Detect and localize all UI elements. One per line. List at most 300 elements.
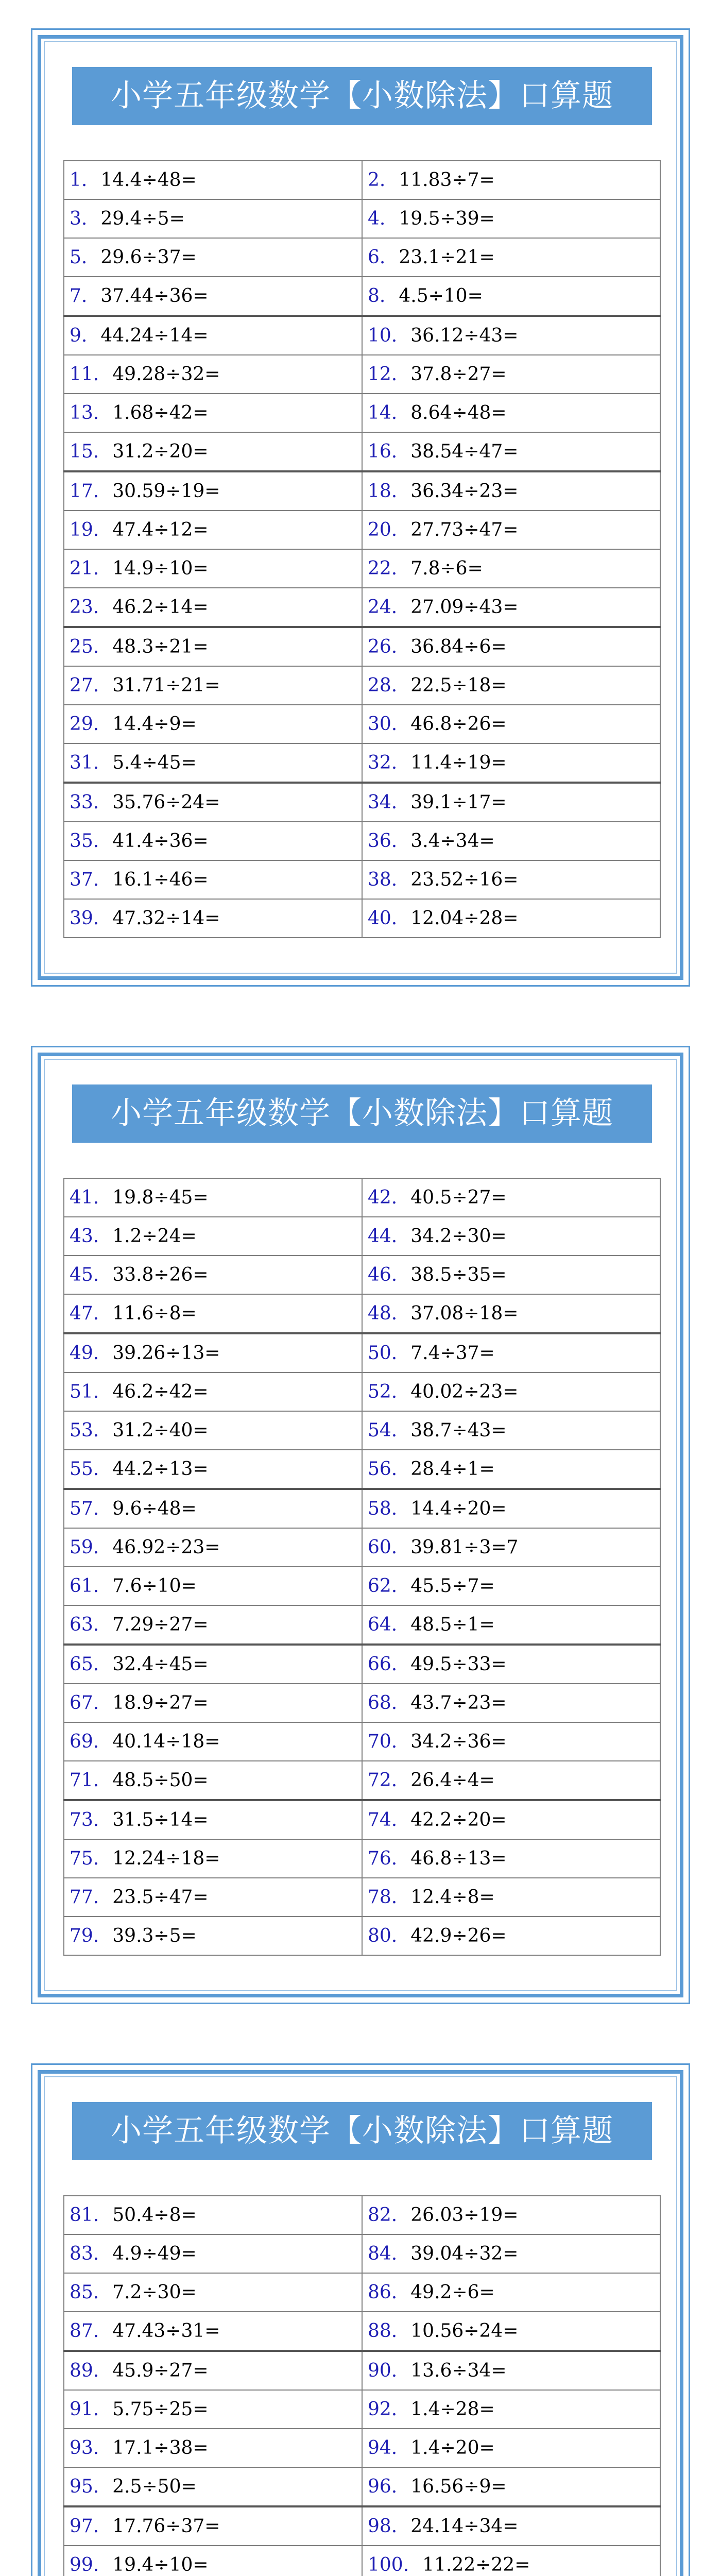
problem-number: 37. bbox=[70, 869, 99, 890]
problem-expression: 39.81÷3=7 bbox=[410, 1537, 519, 1558]
problem-expression: 42.2÷20= bbox=[410, 1809, 507, 1831]
problem-number: 34. bbox=[368, 792, 398, 813]
problem-expression: 4.9÷49= bbox=[112, 2243, 197, 2264]
worksheet-1 bbox=[31, 28, 690, 987]
problem-expression: 39.3÷5= bbox=[112, 1925, 197, 1946]
problem-expression: 11.6÷8= bbox=[112, 1303, 197, 1324]
problem-cell bbox=[362, 238, 660, 277]
problem-cell bbox=[362, 1839, 660, 1878]
table-row bbox=[64, 549, 660, 588]
problem-cell bbox=[64, 1567, 362, 1605]
table-row bbox=[64, 355, 660, 394]
problem-number: 86. bbox=[368, 2282, 398, 2303]
problem-cell bbox=[64, 511, 362, 549]
problem-expression: 12.24÷18= bbox=[112, 1848, 220, 1869]
problem-cell bbox=[362, 1761, 660, 1800]
problem-expression: 12.4÷8= bbox=[410, 1887, 495, 1908]
problem-expression: 8.64÷48= bbox=[410, 402, 507, 423]
table-row bbox=[64, 2312, 660, 2351]
problem-cell bbox=[362, 1256, 660, 1294]
problem-cell bbox=[64, 1645, 362, 1684]
problem-number: 67. bbox=[70, 1692, 99, 1714]
table-row bbox=[64, 2351, 660, 2390]
problem-cell bbox=[362, 1372, 660, 1411]
problem-number: 29. bbox=[70, 714, 99, 735]
problem-number: 71. bbox=[70, 1770, 99, 1791]
table-row bbox=[64, 743, 660, 783]
problem-expression: 40.5÷27= bbox=[410, 1187, 507, 1208]
table-row bbox=[64, 2429, 660, 2467]
problem-cell bbox=[64, 2506, 362, 2546]
problem-number: 39. bbox=[70, 908, 99, 929]
problem-cell bbox=[64, 783, 362, 822]
problem-expression: 44.2÷13= bbox=[112, 1459, 209, 1480]
worksheet-title: 小学五年级数学【小数除法】口算题 bbox=[72, 2102, 652, 2160]
problem-expression: 11.22÷22= bbox=[422, 2554, 530, 2575]
problem-number: 4. bbox=[368, 208, 386, 229]
problem-cell bbox=[64, 2312, 362, 2351]
problem-expression: 5.75÷25= bbox=[112, 2399, 209, 2420]
problem-number: 77. bbox=[70, 1887, 99, 1908]
problem-expression: 41.4÷36= bbox=[112, 831, 209, 852]
problem-expression: 27.09÷43= bbox=[410, 597, 519, 618]
problem-cell bbox=[64, 822, 362, 860]
problem-expression: 29.6÷37= bbox=[100, 247, 197, 268]
problem-cell bbox=[362, 1294, 660, 1333]
problem-number: 78. bbox=[368, 1887, 398, 1908]
problem-expression: 31.71÷21= bbox=[112, 675, 220, 696]
problem-cell bbox=[362, 1567, 660, 1605]
problem-cell bbox=[64, 1684, 362, 1722]
problem-expression: 16.1÷46= bbox=[112, 869, 209, 890]
problem-number: 47. bbox=[70, 1303, 99, 1324]
problem-cell bbox=[64, 1800, 362, 1839]
problem-cell bbox=[64, 2429, 362, 2467]
problem-number: 65. bbox=[70, 1654, 99, 1675]
problem-cell bbox=[362, 2273, 660, 2312]
problem-cell bbox=[362, 316, 660, 355]
problem-expression: 4.5÷10= bbox=[399, 285, 483, 307]
problem-number: 13. bbox=[70, 402, 99, 423]
problem-number: 50. bbox=[368, 1343, 398, 1364]
problem-cell bbox=[64, 1217, 362, 1256]
table-row bbox=[64, 1878, 660, 1917]
problem-cell bbox=[362, 2196, 660, 2234]
problem-expression: 1.68÷42= bbox=[112, 402, 209, 423]
problem-cell bbox=[64, 238, 362, 277]
problem-expression: 37.08÷18= bbox=[410, 1303, 519, 1324]
problem-cell bbox=[64, 471, 362, 511]
problem-number: 58. bbox=[368, 1498, 398, 1519]
table-row bbox=[64, 2467, 660, 2506]
problem-cell bbox=[362, 705, 660, 743]
table-row bbox=[64, 822, 660, 860]
problem-number: 14. bbox=[368, 402, 398, 423]
table-row bbox=[64, 511, 660, 549]
problem-number: 60. bbox=[368, 1537, 398, 1558]
problem-expression: 16.56÷9= bbox=[410, 2476, 507, 2497]
table-row bbox=[64, 1372, 660, 1411]
problem-expression: 48.5÷1= bbox=[410, 1614, 495, 1635]
table-row bbox=[64, 1917, 660, 1955]
problem-expression: 29.4÷5= bbox=[100, 208, 185, 229]
problem-cell bbox=[64, 1839, 362, 1878]
problem-expression: 48.3÷21= bbox=[112, 636, 209, 657]
table-row bbox=[64, 1333, 660, 1372]
problem-expression: 9.6÷48= bbox=[112, 1498, 197, 1519]
problem-expression: 14.4÷48= bbox=[100, 170, 197, 191]
problem-cell bbox=[362, 355, 660, 394]
table-row bbox=[64, 783, 660, 822]
problem-cell bbox=[64, 549, 362, 588]
problem-cell bbox=[362, 1645, 660, 1684]
problem-number: 90. bbox=[368, 2360, 398, 2381]
problem-expression: 10.56÷24= bbox=[410, 2320, 519, 2342]
problem-expression: 49.2÷6= bbox=[410, 2282, 495, 2303]
problem-expression: 46.8÷13= bbox=[410, 1848, 507, 1869]
problem-number: 40. bbox=[368, 908, 398, 929]
problem-cell bbox=[362, 1178, 660, 1217]
problem-cell bbox=[64, 1528, 362, 1567]
problem-number: 59. bbox=[70, 1537, 99, 1558]
table-row bbox=[64, 471, 660, 511]
problem-number: 33. bbox=[70, 792, 99, 813]
worksheet-3 bbox=[31, 2063, 690, 2576]
problem-cell bbox=[64, 2467, 362, 2506]
table-row bbox=[64, 1217, 660, 1256]
table-row bbox=[64, 705, 660, 743]
problem-expression: 35.76÷24= bbox=[112, 792, 220, 813]
problem-number: 36. bbox=[368, 831, 398, 852]
problem-number: 25. bbox=[70, 636, 99, 657]
problem-expression: 36.34÷23= bbox=[410, 481, 519, 502]
problem-number: 5. bbox=[70, 247, 88, 268]
problem-cell bbox=[362, 2506, 660, 2546]
problem-number: 55. bbox=[70, 1459, 99, 1480]
problem-number: 38. bbox=[368, 869, 398, 890]
problem-cell bbox=[362, 432, 660, 471]
problem-number: 66. bbox=[368, 1654, 398, 1675]
problem-expression: 23.52÷16= bbox=[410, 869, 519, 890]
problem-cell bbox=[64, 705, 362, 743]
problem-cell bbox=[64, 1489, 362, 1528]
problem-expression: 17.1÷38= bbox=[112, 2437, 209, 2459]
problem-number: 57. bbox=[70, 1498, 99, 1519]
problem-number: 31. bbox=[70, 752, 99, 773]
problem-number: 18. bbox=[368, 481, 398, 502]
problem-expression: 1.4÷28= bbox=[410, 2399, 495, 2420]
table-row bbox=[64, 588, 660, 627]
problem-expression: 49.28÷32= bbox=[112, 364, 220, 385]
problem-number: 28. bbox=[368, 675, 398, 696]
problem-number: 7. bbox=[70, 285, 88, 307]
problem-expression: 47.32÷14= bbox=[112, 908, 220, 929]
problem-number: 19. bbox=[70, 519, 99, 540]
problem-expression: 46.2÷14= bbox=[112, 597, 209, 618]
problem-number: 45. bbox=[70, 1264, 99, 1285]
problem-expression: 23.1÷21= bbox=[399, 247, 495, 268]
problem-number: 15. bbox=[70, 441, 99, 462]
table-row bbox=[64, 432, 660, 471]
problem-expression: 47.4÷12= bbox=[112, 519, 209, 540]
problem-expression: 45.9÷27= bbox=[112, 2360, 209, 2381]
problem-expression: 38.54÷47= bbox=[410, 441, 519, 462]
problem-cell bbox=[362, 471, 660, 511]
table-row bbox=[64, 1761, 660, 1800]
problem-number: 80. bbox=[368, 1925, 398, 1946]
problem-number: 88. bbox=[368, 2320, 398, 2342]
problem-number: 48. bbox=[368, 1303, 398, 1324]
problem-cell bbox=[64, 161, 362, 199]
problem-number: 64. bbox=[368, 1614, 398, 1635]
problem-cell bbox=[64, 1372, 362, 1411]
problem-cell bbox=[64, 1256, 362, 1294]
table-row bbox=[64, 1294, 660, 1333]
problem-cell bbox=[362, 1605, 660, 1645]
problem-number: 44. bbox=[368, 1226, 398, 1247]
problem-cell bbox=[64, 199, 362, 238]
worksheet-2 bbox=[31, 1046, 690, 2004]
table-row bbox=[64, 1567, 660, 1605]
problem-number: 94. bbox=[368, 2437, 398, 2459]
problem-expression: 11.83÷7= bbox=[399, 170, 495, 191]
problem-number: 8. bbox=[368, 285, 386, 307]
problem-cell bbox=[362, 2546, 660, 2576]
problem-number: 53. bbox=[70, 1420, 99, 1441]
problem-expression: 17.76÷37= bbox=[112, 2516, 220, 2537]
problem-number: 81. bbox=[70, 2205, 99, 2226]
problem-expression: 39.26÷13= bbox=[112, 1343, 220, 1364]
table-row bbox=[64, 627, 660, 666]
problem-number: 24. bbox=[368, 597, 398, 618]
problem-number: 27. bbox=[70, 675, 99, 696]
problem-number: 99. bbox=[70, 2554, 99, 2575]
problem-expression: 19.8÷45= bbox=[112, 1187, 209, 1208]
problem-expression: 40.14÷18= bbox=[112, 1731, 220, 1752]
problem-expression: 46.8÷26= bbox=[410, 714, 507, 735]
problem-number: 42. bbox=[368, 1187, 398, 1208]
problem-cell bbox=[362, 1450, 660, 1489]
problem-expression: 37.44÷36= bbox=[100, 285, 209, 307]
problem-cell bbox=[362, 743, 660, 783]
problem-cell bbox=[64, 2546, 362, 2576]
problem-cell bbox=[362, 277, 660, 316]
problem-number: 43. bbox=[70, 1226, 99, 1247]
problem-number: 92. bbox=[368, 2399, 398, 2420]
problem-cell bbox=[362, 1878, 660, 1917]
problem-expression: 22.5÷18= bbox=[410, 675, 507, 696]
problem-cell bbox=[64, 316, 362, 355]
problem-cell bbox=[64, 1294, 362, 1333]
problem-expression: 7.4÷37= bbox=[410, 1343, 495, 1364]
problem-number: 89. bbox=[70, 2360, 99, 2381]
table-row bbox=[64, 1256, 660, 1294]
problem-cell bbox=[362, 161, 660, 199]
problem-number: 20. bbox=[368, 519, 398, 540]
problem-cell bbox=[362, 899, 660, 938]
table-row bbox=[64, 2196, 660, 2234]
problem-cell bbox=[64, 627, 362, 666]
table-row bbox=[64, 1489, 660, 1528]
problem-cell bbox=[64, 1878, 362, 1917]
problem-number: 97. bbox=[70, 2516, 99, 2537]
problem-number: 76. bbox=[368, 1848, 398, 1869]
problem-expression: 36.12÷43= bbox=[410, 325, 519, 346]
table-row bbox=[64, 277, 660, 316]
problem-cell bbox=[362, 783, 660, 822]
problem-number: 61. bbox=[70, 1575, 99, 1597]
problem-number: 83. bbox=[70, 2243, 99, 2264]
problem-expression: 40.02÷23= bbox=[410, 1381, 519, 1402]
problem-expression: 46.2÷42= bbox=[112, 1381, 209, 1402]
problem-number: 17. bbox=[70, 481, 99, 502]
problem-cell bbox=[362, 2351, 660, 2390]
problem-expression: 11.4÷19= bbox=[410, 752, 507, 773]
problem-expression: 39.1÷17= bbox=[410, 792, 507, 813]
problem-expression: 7.8÷6= bbox=[410, 558, 483, 579]
problem-expression: 48.5÷50= bbox=[112, 1770, 209, 1791]
problem-cell bbox=[64, 355, 362, 394]
problem-expression: 1.2÷24= bbox=[112, 1226, 197, 1247]
problem-cell bbox=[362, 588, 660, 627]
problem-number: 87. bbox=[70, 2320, 99, 2342]
problem-expression: 39.04÷32= bbox=[410, 2243, 519, 2264]
problem-cell bbox=[362, 1917, 660, 1955]
problem-expression: 36.84÷6= bbox=[410, 636, 507, 657]
problem-expression: 47.43÷31= bbox=[112, 2320, 220, 2342]
problem-expression: 12.04÷28= bbox=[410, 908, 519, 929]
problem-number: 85. bbox=[70, 2282, 99, 2303]
table-row bbox=[64, 2273, 660, 2312]
problem-number: 12. bbox=[368, 364, 398, 385]
problem-cell bbox=[362, 666, 660, 705]
problem-number: 56. bbox=[368, 1459, 398, 1480]
problem-number: 63. bbox=[70, 1614, 99, 1635]
table-row bbox=[64, 1605, 660, 1645]
problem-cell bbox=[64, 1450, 362, 1489]
problem-cell bbox=[362, 822, 660, 860]
table-row bbox=[64, 1178, 660, 1217]
problem-number: 84. bbox=[368, 2243, 398, 2264]
problem-cell bbox=[64, 1761, 362, 1800]
problem-cell bbox=[362, 1217, 660, 1256]
problem-grid bbox=[63, 160, 661, 938]
problem-expression: 3.4÷34= bbox=[410, 831, 495, 852]
table-row bbox=[64, 394, 660, 432]
problem-cell bbox=[362, 2234, 660, 2273]
problem-expression: 46.92÷23= bbox=[112, 1537, 220, 1558]
table-row bbox=[64, 1722, 660, 1761]
problem-cell bbox=[64, 1333, 362, 1372]
problem-cell bbox=[362, 627, 660, 666]
problem-expression: 19.5÷39= bbox=[399, 208, 495, 229]
problem-expression: 13.6÷34= bbox=[410, 2360, 507, 2381]
problem-expression: 7.29÷27= bbox=[112, 1614, 209, 1635]
problem-cell bbox=[64, 2351, 362, 2390]
worksheet-title: 小学五年级数学【小数除法】口算题 bbox=[72, 1084, 652, 1143]
problem-expression: 26.03÷19= bbox=[410, 2205, 519, 2226]
problem-number: 70. bbox=[368, 1731, 398, 1752]
problem-number: 73. bbox=[70, 1809, 99, 1831]
problem-number: 51. bbox=[70, 1381, 99, 1402]
problem-cell bbox=[362, 1489, 660, 1528]
problem-number: 6. bbox=[368, 247, 386, 268]
problem-cell bbox=[362, 511, 660, 549]
problem-expression: 37.8÷27= bbox=[410, 364, 507, 385]
problem-expression: 31.2÷40= bbox=[112, 1420, 209, 1441]
problem-cell bbox=[362, 549, 660, 588]
problem-expression: 14.4÷9= bbox=[112, 714, 197, 735]
problem-cell bbox=[362, 1333, 660, 1372]
problem-number: 54. bbox=[368, 1420, 398, 1441]
problem-grid bbox=[63, 2195, 661, 2576]
table-row bbox=[64, 666, 660, 705]
problem-expression: 7.2÷30= bbox=[112, 2282, 197, 2303]
table-row bbox=[64, 1800, 660, 1839]
problem-number: 49. bbox=[70, 1343, 99, 1364]
problem-expression: 14.4÷20= bbox=[410, 1498, 507, 1519]
problem-expression: 7.6÷10= bbox=[112, 1575, 197, 1597]
problem-number: 68. bbox=[368, 1692, 398, 1714]
problem-expression: 31.2÷20= bbox=[112, 441, 209, 462]
problem-number: 2. bbox=[368, 170, 386, 191]
problem-number: 72. bbox=[368, 1770, 398, 1791]
problem-cell bbox=[64, 899, 362, 938]
problem-expression: 44.24÷14= bbox=[100, 325, 209, 346]
problem-cell bbox=[362, 1411, 660, 1450]
table-row bbox=[64, 1411, 660, 1450]
problem-cell bbox=[64, 1917, 362, 1955]
problem-number: 41. bbox=[70, 1187, 99, 1208]
problem-number: 9. bbox=[70, 325, 88, 346]
problem-cell bbox=[64, 432, 362, 471]
problem-cell bbox=[64, 394, 362, 432]
problem-number: 96. bbox=[368, 2476, 398, 2497]
table-row bbox=[64, 1645, 660, 1684]
table-row bbox=[64, 199, 660, 238]
problem-number: 93. bbox=[70, 2437, 99, 2459]
problem-expression: 5.4÷45= bbox=[112, 752, 197, 773]
problem-expression: 2.5÷50= bbox=[112, 2476, 197, 2497]
problem-number: 26. bbox=[368, 636, 398, 657]
table-row bbox=[64, 899, 660, 938]
problem-number: 98. bbox=[368, 2516, 398, 2537]
table-row bbox=[64, 2390, 660, 2429]
problem-cell bbox=[362, 2467, 660, 2506]
problem-number: 75. bbox=[70, 1848, 99, 1869]
problem-expression: 34.2÷30= bbox=[410, 1226, 507, 1247]
table-row bbox=[64, 860, 660, 899]
problem-cell bbox=[64, 1605, 362, 1645]
problem-number: 10. bbox=[368, 325, 398, 346]
problem-number: 74. bbox=[368, 1809, 398, 1831]
problem-expression: 14.9÷10= bbox=[112, 558, 209, 579]
table-row bbox=[64, 238, 660, 277]
problem-expression: 33.8÷26= bbox=[112, 1264, 209, 1285]
problem-expression: 38.7÷43= bbox=[410, 1420, 507, 1441]
problem-cell bbox=[362, 199, 660, 238]
table-row bbox=[64, 1684, 660, 1722]
problem-cell bbox=[64, 1411, 362, 1450]
problem-number: 69. bbox=[70, 1731, 99, 1752]
problem-number: 30. bbox=[368, 714, 398, 735]
problem-number: 32. bbox=[368, 752, 398, 773]
problem-cell bbox=[64, 1178, 362, 1217]
problem-cell bbox=[64, 2390, 362, 2429]
problem-number: 21. bbox=[70, 558, 99, 579]
problem-cell bbox=[362, 1528, 660, 1567]
table-row bbox=[64, 2234, 660, 2273]
